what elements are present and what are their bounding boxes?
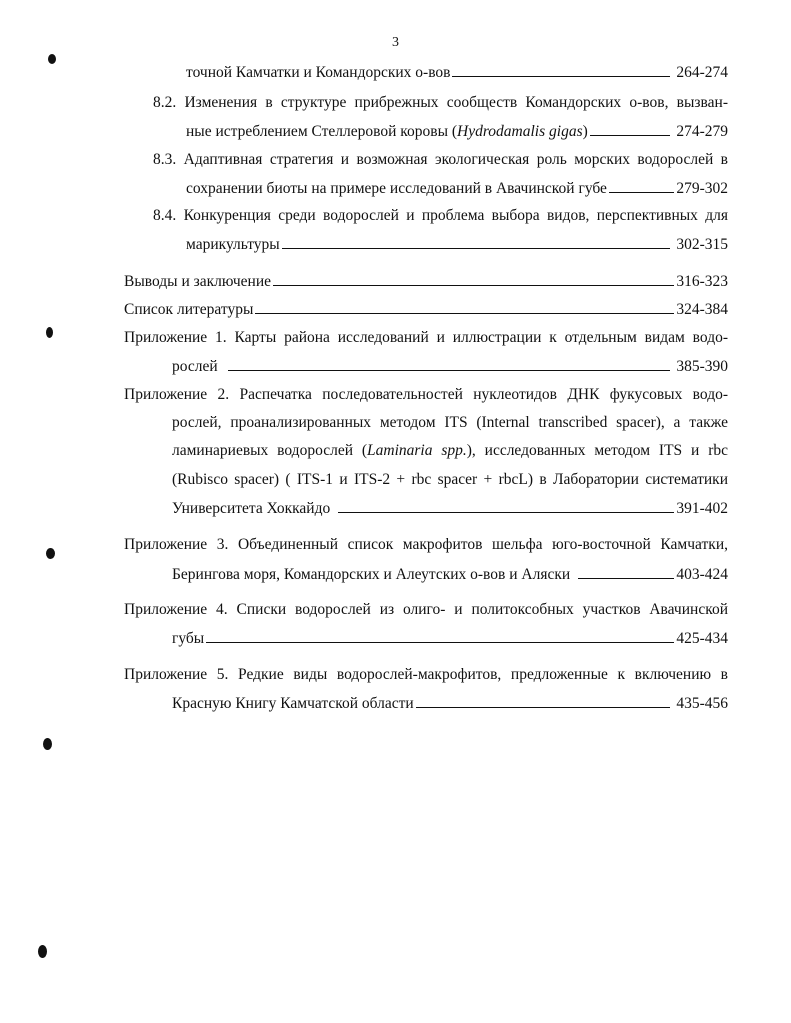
toc-entry-text: Университета Хоккайдо: [172, 500, 331, 517]
binding-hole-mark: [43, 738, 52, 750]
toc-entry-pages: 425-434: [676, 630, 728, 647]
toc-entry-8-3-line1: 8.3. Адаптивная стратегия и возможная экологическая роль морских водорослей в: [153, 151, 728, 168]
leader-line: [609, 178, 674, 193]
toc-entry-8-2: ные истреблением Стеллеровой коровы (Hydrodamalis gigas) 274-279: [186, 123, 728, 140]
toc-entry-references: [124, 299, 728, 319]
toc-entry-appendix-3: [172, 564, 728, 584]
toc-entry-appendix-2-line4: (Rubisco spacer) ( ITS-1 и ITS-2 + rbc spacer + rbcL) в Лаборатории систематики: [172, 471, 728, 488]
toc-entry-text: Список литературы: [124, 301, 254, 318]
leader-line: [282, 234, 671, 249]
toc-entry-pages: 302-315: [676, 236, 728, 253]
leader-line: [452, 62, 670, 77]
toc-entry-8-2-line1: 8.2. Изменения в структуре прибрежных сообществ Командорских о-вов, вызван-: [153, 94, 728, 111]
toc-entry-continuation: [186, 62, 728, 82]
toc-entry-pages: 435-456: [676, 695, 728, 712]
leader-line: [590, 121, 671, 136]
toc-entry-conclusions: [124, 271, 728, 291]
toc-entry-appendix-5-line1: Приложение 5. Редкие виды водорослей-макрофитов, предложенные к включению в: [124, 666, 728, 683]
toc-entry-text: Красную Книгу Камчатской области: [172, 695, 414, 712]
leader-line: [338, 498, 674, 513]
toc-entry-pages: 264-274: [676, 64, 728, 81]
toc-entry-appendix-2-line1: Приложение 2. Распечатка последовательностей нуклеотидов ДНК фукусовых водо-: [124, 386, 728, 403]
binding-hole-mark: [46, 548, 55, 559]
leader-line: [255, 299, 674, 314]
toc-entry-pages: 279-302: [676, 180, 728, 197]
binding-hole-mark: [38, 945, 47, 958]
leader-line: [578, 564, 674, 579]
toc-entry-appendix-3-line1: Приложение 3. Объединенный список макрофитов шельфа юго-восточной Камчатки,: [124, 536, 728, 553]
leader-line: [273, 271, 674, 286]
toc-entry-appendix-1: [172, 356, 728, 376]
toc-entry-appendix-4-line1: Приложение 4. Списки водорослей из олиго- и политоксобных участков Авачинской: [124, 601, 728, 618]
toc-entry-text: рослей: [172, 358, 218, 375]
toc-entry-text: ные истреблением Стеллеровой коровы (: [186, 123, 458, 140]
species-name: Hydrodamalis gigas: [457, 123, 583, 140]
toc-entry-text: Выводы и заключение: [124, 273, 272, 290]
toc-entry-text: Берингова моря, Командорских и Алеутских о-вов и Аляски: [172, 566, 571, 583]
toc-entry-pages: 324-384: [676, 301, 728, 318]
toc-entry-text: губы: [172, 630, 205, 647]
toc-entry-8-4: [186, 234, 728, 254]
toc-entry-appendix-5: [172, 693, 728, 713]
toc-entry-pages: 274-279: [676, 123, 728, 140]
toc-entry-text: точной Камчатки и Командорских о-вов: [186, 64, 451, 81]
toc-entry-pages: 391-402: [676, 500, 728, 517]
leader-line: [228, 356, 671, 371]
toc-entry-appendix-2-line3: ламинариевых водорослей (Laminaria spp.), исследованных методом ITS и rbc: [172, 442, 728, 459]
genus-name: Laminaria spp.: [367, 442, 467, 459]
toc-entry-pages: 316-323: [676, 273, 728, 290]
binding-hole-mark: [48, 54, 56, 64]
toc-entry-8-3: [186, 178, 728, 198]
toc-entry-appendix-4: [172, 628, 728, 648]
binding-hole-mark: [46, 327, 53, 338]
toc-entry-appendix-2: [172, 498, 728, 518]
toc-entry-appendix-1-line1: Приложение 1. Карты района исследований и иллюстрации к отдельным видам водо-: [124, 329, 728, 346]
toc-entry-appendix-2-line2: рослей, проанализированных методом ITS (Internal transcribed spacer), а также: [172, 414, 728, 431]
leader-line: [206, 628, 674, 643]
toc-entry-text: марикультуры: [186, 236, 280, 253]
page-number: 3: [392, 35, 399, 50]
toc-entry-text: сохранении биоты на примере исследований в Авачинской губе: [186, 180, 607, 197]
toc-entry-8-4-line1: 8.4. Конкуренция среди водорослей и проблема выбора видов, перспективных для: [153, 207, 728, 224]
toc-entry-pages: 403-424: [676, 566, 728, 583]
toc-entry-pages: 385-390: [676, 358, 728, 375]
leader-line: [416, 693, 671, 708]
